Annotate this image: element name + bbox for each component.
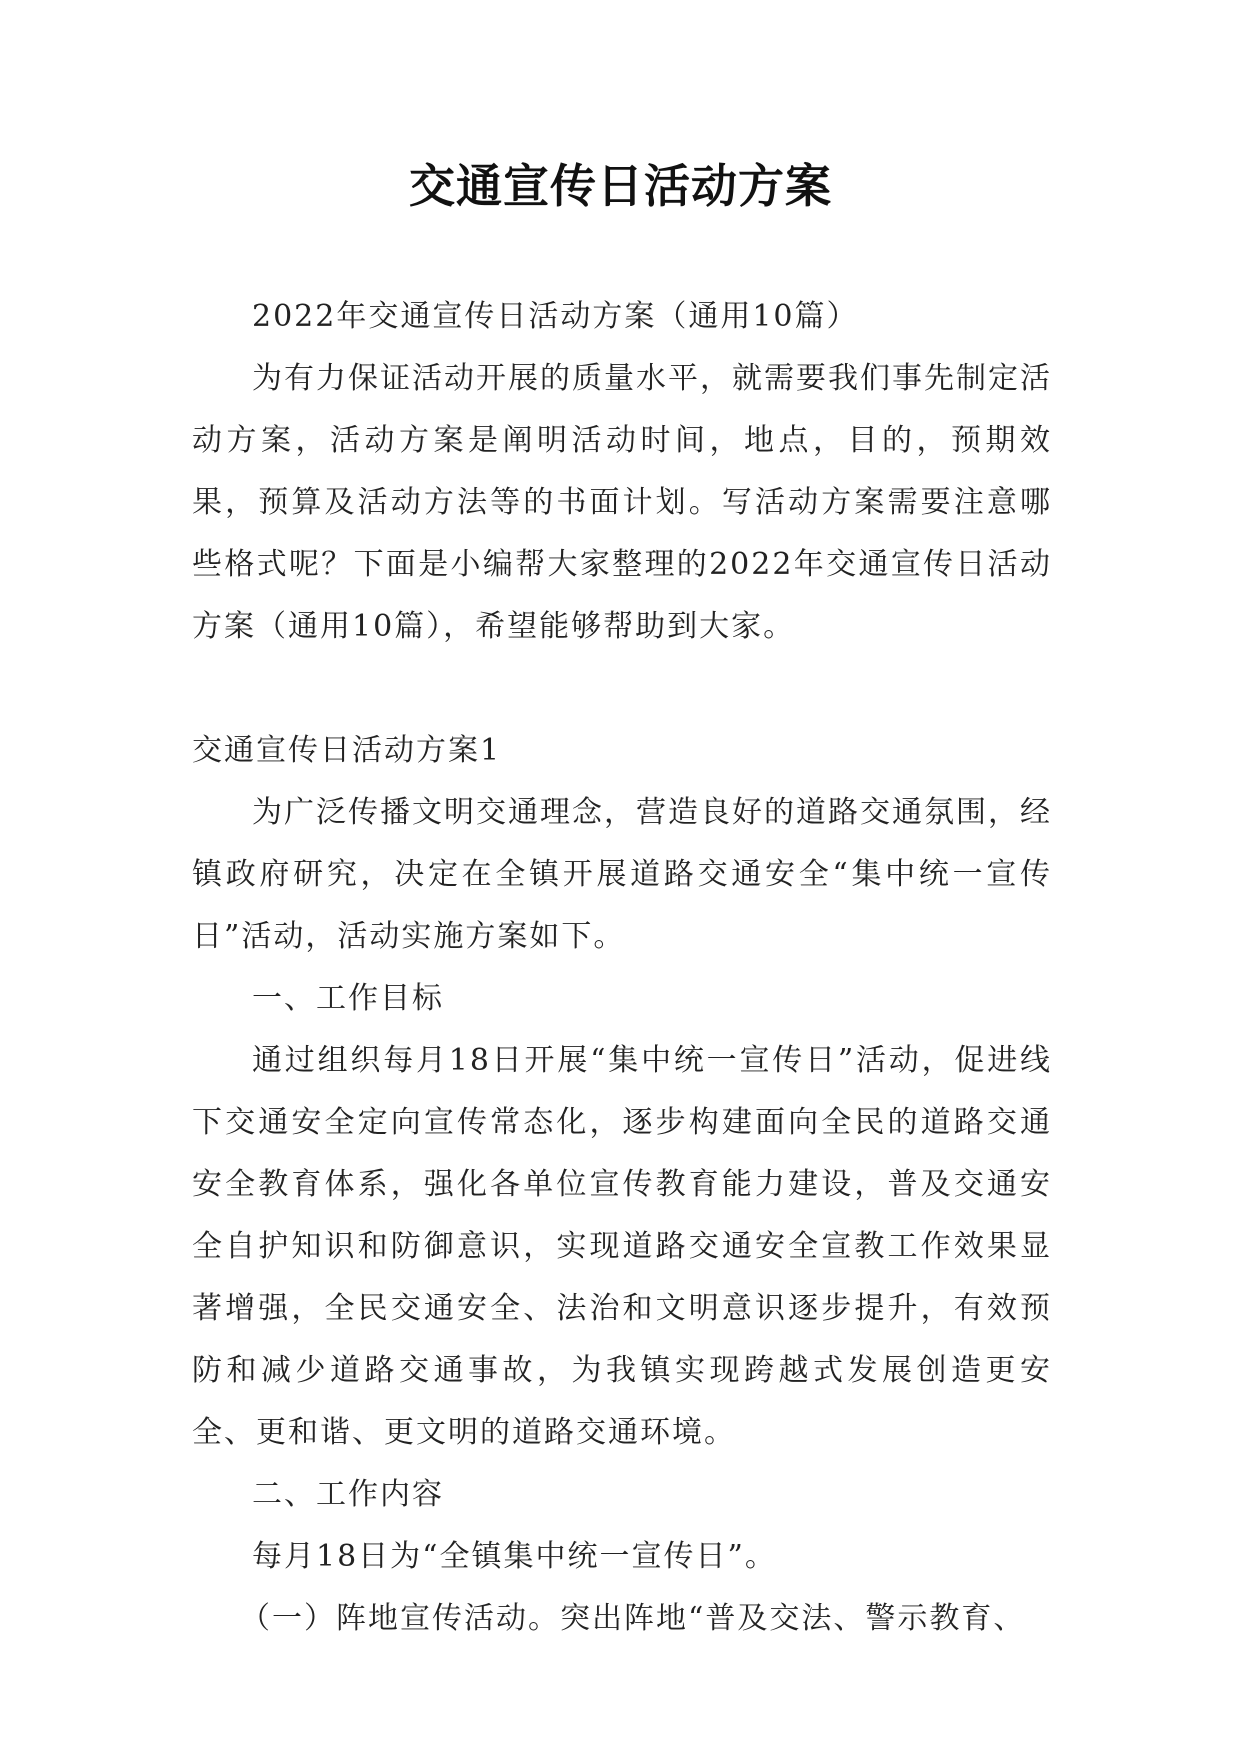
sub-item-1: （一）阵地宣传活动。突出阵地“普及交法、警示教育、 [240, 1601, 1026, 1636]
section-heading: 交通宣传日活动方案1 [192, 733, 502, 768]
heading-work-goal: 一、工作目标 [252, 981, 444, 1016]
content-paragraph: 每月18日为“全镇集中统一宣传日”。 [252, 1539, 777, 1574]
document-title: 交通宣传日活动方案 [409, 159, 832, 213]
document-body [192, 286, 1052, 1650]
goal-paragraph: 通过组织每月18日开展“集中统一宣传日”活动，促进线下交通安全定向宣传常态化，逐步构建面向全民的道路交通安全教育体系，强化各单位宣传教育能力建设，普及交通安全自护知识和防御意识，实现道路交通安全宣教工作效果显著增强，全民交通安全、法治和文明意识逐步提升，有效预防和减少道路交通事故，为我镇实现跨越式发展创造更安全、更和谐、更文明的道路交通环境。 [192, 1043, 1052, 1450]
paragraph-gap [192, 658, 1052, 720]
section-intro-paragraph: 为广泛传播文明交通理念，营造良好的道路交通氛围，经镇政府研究，决定在全镇开展道路交通安全“集中统一宣传日”活动，活动实施方案如下。 [192, 795, 1052, 954]
intro-paragraph: 为有力保证活动开展的质量水平，就需要我们事先制定活动方案，活动方案是阐明活动时间，地点，目的，预期效果，预算及活动方法等的书面计划。写活动方案需要注意哪些格式呢？下面是小编帮大家整理的2022年交通宣传日活动方案（通用10篇），希望能够帮助到大家。 [192, 361, 1052, 644]
heading-work-content: 二、工作内容 [252, 1477, 444, 1512]
document-subtitle: 2022年交通宣传日活动方案（通用10篇） [252, 299, 859, 334]
